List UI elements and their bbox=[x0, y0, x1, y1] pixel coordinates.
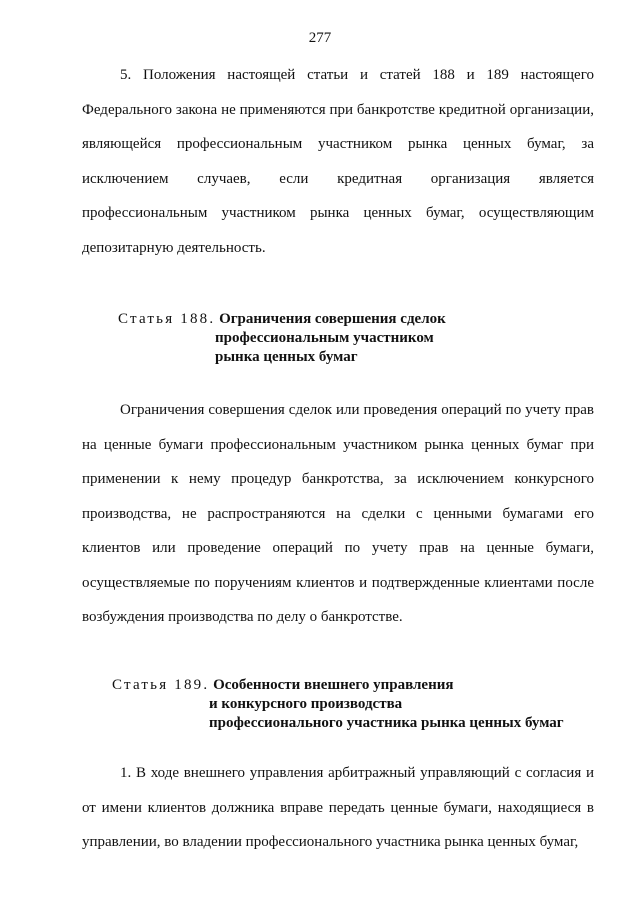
article-189-title-line-3: профессионального участника рынка ценных бумаг bbox=[209, 715, 564, 731]
article-188-title-line-1: Ограничения совершения сделок bbox=[219, 311, 446, 327]
paragraph-item-5: 5. Положения настоящей статьи и статей 188 и 189 настоящего Федерального закона не применяются при банкротстве кредитной организации, являющейся профессиональным участником рынка ценных бумаг, за исключением случаев, если кредитная организация является профессиональным участником рынка ценных бумаг, осуществляющим депозитарную деятельность. bbox=[82, 67, 594, 256]
paragraph-article-189-item-1: 1. В ходе внешнего управления арбитражный управляющий с согласия и от имени клиентов должника вправе передать ценные бумаги, находящиеся в управлении, во владении профессионального участника рынка ценных бумаг, bbox=[82, 765, 594, 850]
paragraph-article-188-body: Ограничения совершения сделок или проведения операций по учету прав на ценные бумаги профессиональным участником рынка ценных бумаг при применении к нему процедур банкротства, за исключением конкурсного производства, не распространяются на сделки с ценными бумагами его клиентов или проведение операций по учету прав на ценные бумаги, осуществляемые по поручениям клиентов и подтвержденные клиентами после возбуждения производства по делу о банкротстве. bbox=[82, 402, 594, 625]
page-number: 277 bbox=[308, 30, 332, 46]
article-189-title-line-1: Особенности внешнего управления bbox=[213, 677, 454, 693]
article-188-title-line-3: рынка ценных бумаг bbox=[215, 349, 358, 365]
article-188-prefix: Статья 188. bbox=[118, 311, 216, 327]
article-189-prefix: Статья 189. bbox=[112, 677, 210, 693]
article-189-heading bbox=[112, 676, 564, 733]
article-188-title-line-2: профессиональным участником bbox=[215, 330, 434, 346]
article-188-heading bbox=[118, 310, 446, 367]
article-189-title-line-2: и конкурсного производства bbox=[209, 696, 403, 712]
